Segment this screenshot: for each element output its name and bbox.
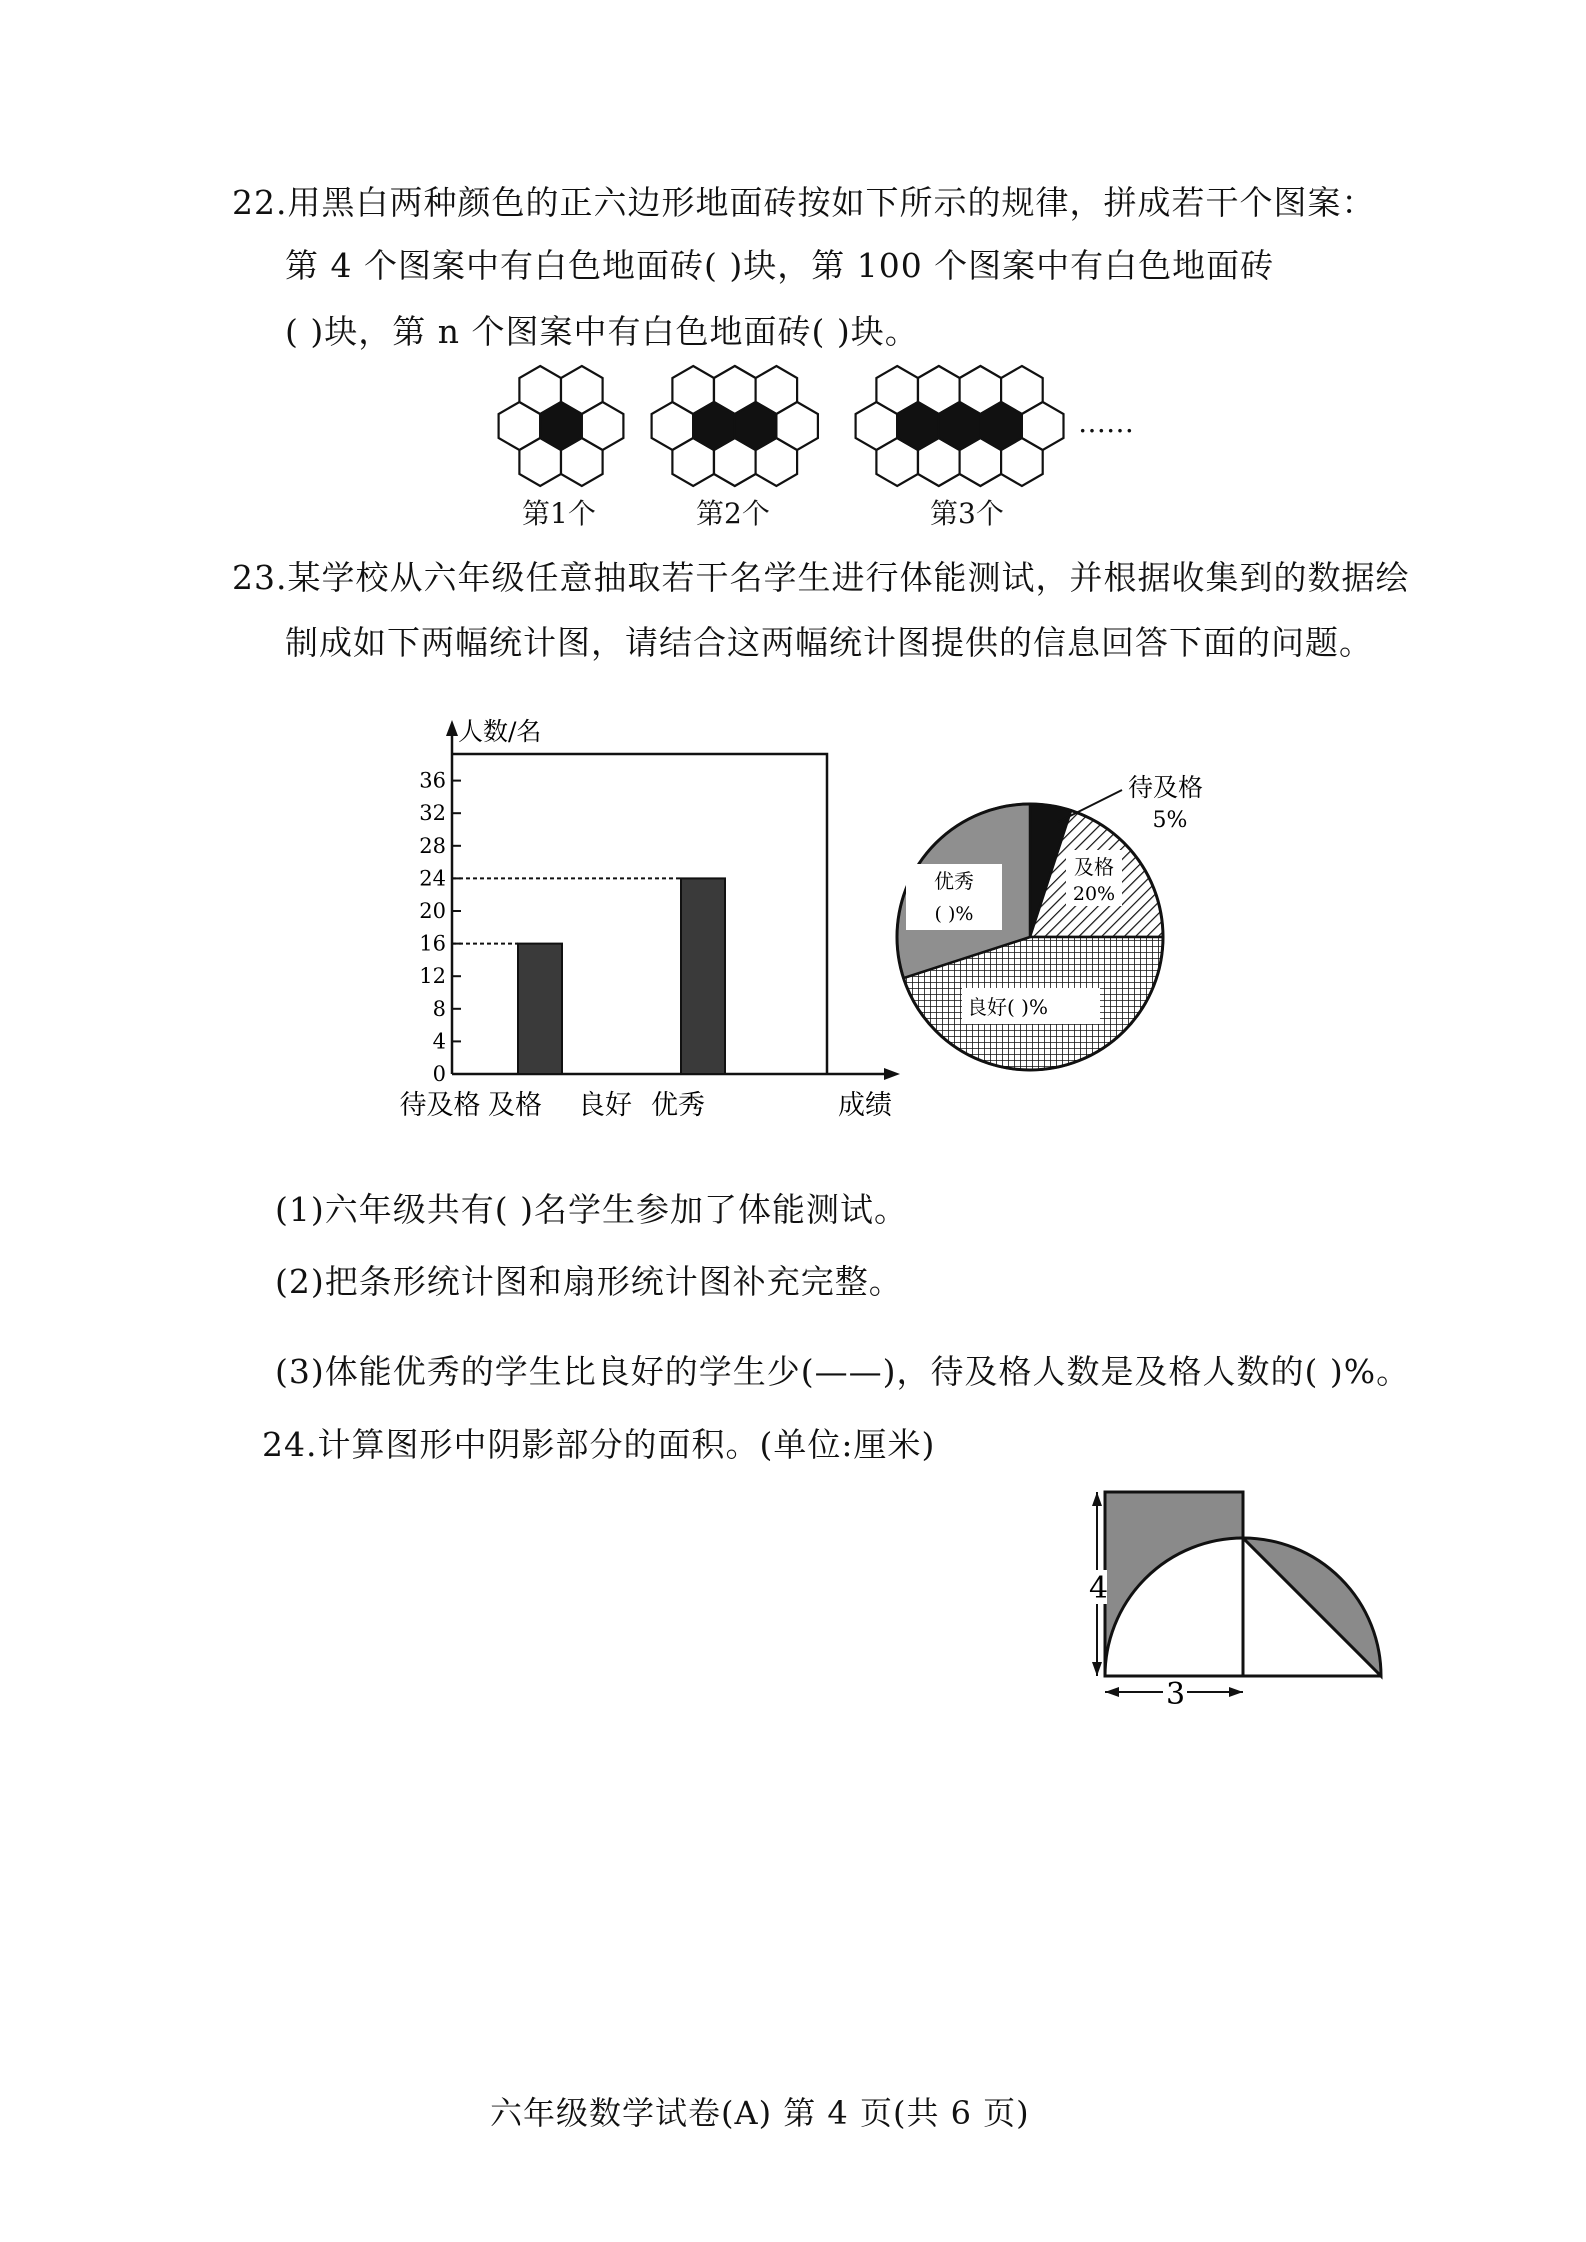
q23-line1: 23.某学校从六年级任意抽取若干名学生进行体能测试，并根据收集到的数据绘 — [232, 558, 1410, 597]
white-tile — [714, 366, 756, 414]
q22-line1: 22.用黑白两种颜色的正六边形地面砖按如下所示的规律，拼成若干个图案： — [232, 183, 1376, 222]
x-tick-label: 及格 — [488, 1090, 542, 1121]
pie-label-优秀: 优秀 — [934, 869, 974, 893]
white-tile — [714, 438, 756, 486]
bar-优秀 — [681, 878, 725, 1074]
q22-line3: ( )块，第 n 个图案中有白色地面砖( )块。 — [285, 312, 919, 351]
pie-label-及格: 及格 — [1074, 855, 1114, 879]
white-tile — [918, 438, 960, 486]
chart-frame — [452, 754, 827, 1074]
pie-value-优秀: ( )% — [934, 903, 974, 925]
q23-sub1: (1)六年级共有( )名学生参加了体能测试。 — [275, 1190, 908, 1229]
white-tile — [918, 438, 960, 486]
q23-sub2: (2)把条形统计图和扇形统计图补充完整。 — [275, 1262, 903, 1301]
black-tile — [540, 402, 582, 450]
height-label: 4 — [1089, 1571, 1109, 1606]
white-tile — [714, 366, 756, 414]
white-tile — [672, 438, 714, 486]
white-tile — [876, 438, 918, 486]
y-axis-label: 人数/名 — [458, 717, 542, 746]
x-tick-label: 良好 — [578, 1090, 632, 1121]
white-tile — [519, 438, 561, 486]
white-tile — [960, 366, 1002, 414]
white-tile — [876, 366, 918, 414]
y-tick-label: 32 — [419, 801, 446, 826]
white-tile — [1001, 438, 1043, 486]
y-tick-label: 36 — [419, 768, 446, 793]
white-tile — [756, 438, 798, 486]
pie-label-待及格: 待及格 — [1128, 773, 1204, 802]
q24-line1: 24.计算图形中阴影部分的面积。(单位:厘米) — [262, 1425, 936, 1464]
white-tile — [672, 366, 714, 414]
pattern-label-2: 第2个 — [696, 497, 770, 530]
black-tile — [980, 402, 1022, 450]
y-tick-label: 0 — [432, 1062, 446, 1086]
x-axis-label: 成绩 — [838, 1090, 892, 1121]
q23-line2: 制成如下两幅统计图，请结合这两幅统计图提供的信息回答下面的问题。 — [285, 623, 1373, 662]
y-tick-label: 28 — [419, 833, 446, 858]
width-label: 3 — [1166, 1677, 1186, 1712]
white-tile — [776, 402, 818, 450]
black-tile — [735, 402, 777, 450]
y-tick-label: 24 — [419, 866, 446, 891]
white-tile — [519, 366, 561, 414]
q22-line2: 第 4 个图案中有白色地面砖( )块，第 100 个图案中有白色地面砖 — [285, 246, 1275, 285]
black-tile — [897, 402, 939, 450]
black-tile — [980, 402, 1022, 450]
black-tile — [540, 402, 582, 450]
white-tile — [582, 402, 624, 450]
white-tile — [1022, 402, 1064, 450]
y-axis-arrow — [446, 720, 458, 736]
white-tile — [960, 438, 1002, 486]
y-tick-label: 20 — [419, 899, 446, 923]
black-tile — [735, 402, 777, 450]
y-tick-label: 12 — [419, 964, 446, 989]
pie-value-待及格: 5% — [1152, 808, 1188, 833]
white-tile — [561, 366, 603, 414]
white-tile — [693, 402, 735, 450]
white-tile — [561, 438, 603, 486]
white-tile — [1001, 366, 1043, 414]
y-tick-label: 8 — [432, 996, 446, 1021]
black-tile — [939, 402, 981, 450]
white-tile — [960, 438, 1002, 486]
bar-chart — [400, 712, 920, 1132]
y-tick-label: 4 — [432, 1029, 446, 1054]
bar-及格 — [518, 944, 562, 1074]
pattern-ellipsis: …… — [1078, 406, 1134, 439]
white-tile — [939, 402, 981, 450]
white-tile — [918, 366, 960, 414]
pattern-label-1: 第1个 — [522, 497, 596, 530]
pie-label-良好: 良好( )% — [967, 995, 1048, 1019]
white-tile — [918, 366, 960, 414]
black-tile — [693, 402, 735, 450]
q23-sub3: (3)体能优秀的学生比良好的学生少(——)，待及格人数是及格人数的( )%。 — [275, 1352, 1411, 1391]
shaded-area-figure — [1075, 1480, 1405, 1720]
black-tile — [897, 402, 939, 450]
pie-chart — [870, 760, 1290, 1100]
pie-value-及格: 20% — [1072, 883, 1116, 905]
white-tile — [960, 366, 1002, 414]
white-tile — [499, 402, 541, 450]
white-tile — [756, 366, 798, 414]
x-tick-label: 优秀 — [651, 1090, 705, 1121]
black-tile — [693, 402, 735, 450]
shaded-segment — [1243, 1538, 1381, 1676]
white-tile — [714, 438, 756, 486]
white-tile — [856, 402, 898, 450]
y-tick-label: 16 — [419, 931, 446, 956]
page-footer: 六年级数学试卷(A) 第 4 页(共 6 页) — [490, 2094, 1030, 2132]
white-tile — [652, 402, 694, 450]
white-tile — [897, 402, 939, 450]
x-tick-label: 待及格 — [400, 1090, 481, 1121]
black-tile — [939, 402, 981, 450]
pattern-label-3: 第3个 — [930, 497, 1004, 530]
